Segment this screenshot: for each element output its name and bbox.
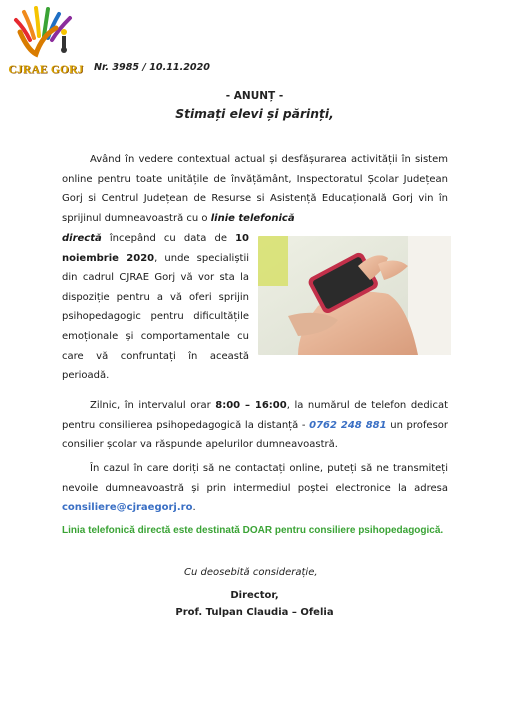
phone-number-link[interactable]: 0762 248 881 <box>309 419 387 431</box>
director-role: Director, <box>230 590 279 601</box>
online-contact-end: . <box>192 502 196 514</box>
paragraph-online-contact <box>62 459 448 518</box>
intro-cont-text-a: începând cu data de <box>101 233 236 244</box>
schedule-text-c: un profesor consilier școlar va răspunde apelurilor dumneavoastră. <box>62 419 449 451</box>
signature-block <box>0 587 509 621</box>
logo-text: CJRAE GORJ <box>8 64 84 76</box>
intro-text: Având în vedere contextual actual și desfășurarea activității în sistem online pentru toate unitățile de învățământ, Inspectoratul Școlar Județean Gorj si Centrul Județean de Resurse si Asistență Educațională Gorj vin în sprijinul dumneavoastră cu o <box>62 154 448 224</box>
direct-highlight: directă <box>62 233 102 244</box>
director-name: Prof. Tulpan Claudia – Ofelia <box>175 607 334 618</box>
schedule-text-a: Zilnic, în intervalul orar <box>90 400 216 411</box>
paragraph-schedule <box>62 396 448 455</box>
paragraph-intro-continued <box>62 229 249 386</box>
email-link[interactable]: consiliere@cjraegorj.ro <box>62 502 193 514</box>
paragraph-intro <box>62 150 448 228</box>
logo-figure-icon <box>6 6 86 66</box>
notice-green: Linia telefonică directă este destinată DOAR pentru consiliere psihopedagogică. <box>62 525 444 536</box>
online-contact-text: În cazul în care doriți să ne contactați online, puteți să ne transmiteți nevoile dumneavoastră și prin intermediul poștei electronice la adresa <box>62 463 448 494</box>
announcement-title: - ANUNȚ - <box>225 90 284 102</box>
schedule-hours: 8:00 – 16:00 <box>215 400 287 411</box>
smartphone-photo <box>258 236 451 355</box>
phone-line-highlight: linie telefonică <box>210 212 295 224</box>
closing-salutation: Cu deosebită considerație, <box>184 567 318 578</box>
schedule-text-b: , la numărul de telefon dedicat pentru consilierea psihopedagogică la distanță - <box>62 400 449 431</box>
greeting: Stimați elevi și părinți, <box>175 107 334 121</box>
intro-cont-text-b: , unde specialiștii din cadrul CJRAE Gorj vă vor sta la dispoziție pentru a vă oferi sprijin psihopedagogic pentru dificultățile emoționale și comportamentale cu care vă confruntați în această perioadă. <box>62 252 250 382</box>
cjrae-logo <box>6 6 86 84</box>
document-number: Nr. 3985 / 10.11.2020 <box>94 62 210 73</box>
start-date: 10 noiembrie 2020 <box>62 233 249 264</box>
